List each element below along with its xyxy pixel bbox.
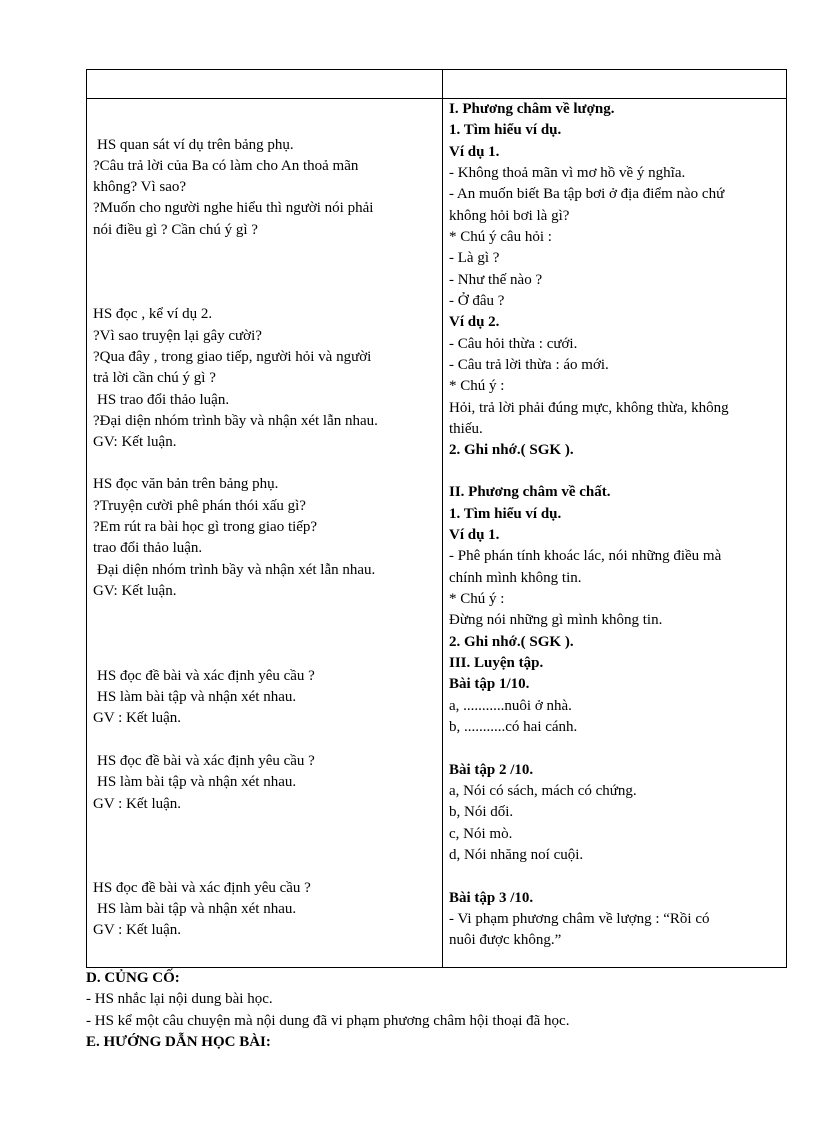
- content-line: * Chú ý câu hỏi :: [449, 229, 552, 245]
- lesson-content: [443, 99, 786, 967]
- activity-line: ?Truyện cười phê phán thói xấu gì?: [93, 498, 306, 514]
- content-line: - Là gì ?: [449, 250, 500, 266]
- activity-line: không? Vì sao?: [93, 179, 187, 195]
- footer-line: D. CỦNG CỐ:: [86, 970, 180, 986]
- activity-line: HS quan sát ví dụ trên bảng phụ.: [97, 137, 294, 153]
- content-line: 1. Tìm hiểu ví dụ.: [449, 506, 562, 522]
- content-cell: [443, 99, 787, 968]
- activity-line: GV: Kết luận.: [93, 434, 177, 450]
- content-line: - An muốn biết Ba tập bơi ở địa điểm nào chứ: [449, 186, 725, 202]
- content-line: Đừng nói những gì mình không tin.: [449, 612, 663, 628]
- content-line: 2. Ghi nhớ.( SGK ).: [449, 634, 574, 650]
- content-line: Ví dụ 1.: [449, 144, 500, 160]
- content-line: chính mình không tin.: [449, 570, 582, 586]
- content-line: không hỏi bơi là gì?: [449, 208, 570, 224]
- content-line: - Câu trả lời thừa : áo mới.: [449, 357, 609, 373]
- activity-line: HS làm bài tập và nhận xét nhau.: [97, 689, 297, 705]
- activity-line: HS đọc , kể ví dụ 2.: [93, 306, 213, 322]
- content-line: nuôi được không.”: [449, 932, 562, 948]
- activity-line: trao đổi thảo luận.: [93, 540, 203, 556]
- activity-line: ?Qua đây , trong giao tiếp, người hỏi và người: [93, 349, 372, 365]
- content-line: 2. Ghi nhớ.( SGK ).: [449, 442, 574, 458]
- activity-line: HS đọc văn bản trên bảng phụ.: [93, 476, 279, 492]
- content-line: Ví dụ 1.: [449, 527, 500, 543]
- content-line: b, Nói dối.: [449, 804, 514, 820]
- content-line: * Chú ý :: [449, 591, 505, 607]
- activity-line: GV: Kết luận.: [93, 583, 177, 599]
- content-line: a, Nói có sách, mách có chứng.: [449, 783, 637, 799]
- activity-line: nói điều gì ? Cần chú ý gì ?: [93, 222, 258, 238]
- content-line: Bài tập 1/10.: [449, 676, 530, 692]
- content-line: II. Phương châm về chất.: [449, 484, 611, 500]
- activity-line: Đại diện nhóm trình bầy và nhận xét lẫn nhau.: [97, 562, 376, 578]
- activity-line: HS đọc đề bài và xác định yêu cầu ?: [97, 668, 315, 684]
- content-line: I. Phương châm về lượng.: [449, 101, 615, 117]
- footer-line: - HS kể một câu chuyện mà nội dung đã vi phạm phương châm hội thoại đã học.: [86, 1013, 570, 1029]
- content-line: d, Nói nhăng noí cuội.: [449, 847, 584, 863]
- content-line: 1. Tìm hiểu ví dụ.: [449, 122, 562, 138]
- table-body-row: [87, 99, 787, 968]
- header-cell-left: [87, 70, 443, 99]
- content-line: - Câu hỏi thừa : cưới.: [449, 336, 578, 352]
- activity-line: HS làm bài tập và nhận xét nhau.: [97, 901, 297, 917]
- table-header-row: [87, 70, 787, 99]
- activity-line: trả lời cần chú ý gì ?: [93, 370, 216, 386]
- content-line: - Phê phán tính khoác lác, nói những điều mà: [449, 548, 722, 564]
- activity-line: ?Em rút ra bài học gì trong giao tiếp?: [93, 519, 318, 535]
- content-line: c, Nói mò.: [449, 826, 513, 842]
- content-line: - Như thế nào ?: [449, 272, 543, 288]
- content-line: Bài tập 3 /10.: [449, 890, 534, 906]
- activity-line: ?Muốn cho người nghe hiểu thì người nói phải: [93, 200, 374, 216]
- content-line: III. Luyện tập.: [449, 655, 544, 671]
- activity-line: HS đọc đề bài và xác định yêu cầu ?: [97, 753, 315, 769]
- footer-line: - HS nhắc lại nội dung bài học.: [86, 991, 273, 1007]
- teacher-student-activities: [87, 99, 442, 967]
- activity-line: GV : Kết luận.: [93, 796, 182, 812]
- activity-line: ?Đại diện nhóm trình bầy và nhận xét lẫn nhau.: [93, 413, 378, 429]
- activity-line: GV : Kết luận.: [93, 922, 182, 938]
- activity-line: GV : Kết luận.: [93, 710, 182, 726]
- content-line: Hỏi, trả lời phải đúng mực, không thừa, không: [449, 400, 729, 416]
- activity-line: ?Vì sao truyện lại gây cười?: [93, 328, 262, 344]
- content-line: Ví dụ 2.: [449, 314, 500, 330]
- content-line: thiếu.: [449, 421, 483, 437]
- lesson-table: [86, 69, 787, 968]
- footer-line: E. HƯỚNG DẪN HỌC BÀI:: [86, 1034, 271, 1050]
- content-line: - Không thoả mãn vì mơ hồ về ý nghĩa.: [449, 165, 686, 181]
- activity-line: ?Câu trả lời của Ba có làm cho An thoả mãn: [93, 158, 359, 174]
- activity-line: HS đọc đề bài và xác định yêu cầu ?: [93, 880, 311, 896]
- content-line: - Vi phạm phương châm về lượng : “Rồi có: [449, 911, 710, 927]
- activities-cell: [87, 99, 443, 968]
- content-line: Bài tập 2 /10.: [449, 762, 534, 778]
- content-line: a, ...........nuôi ở nhà.: [449, 698, 572, 714]
- content-line: - Ở đâu ?: [449, 293, 505, 309]
- activity-line: HS làm bài tập và nhận xét nhau.: [97, 774, 297, 790]
- header-cell-right: [443, 70, 787, 99]
- content-line: b, ...........có hai cánh.: [449, 719, 578, 735]
- activity-line: HS trao đổi thảo luận.: [97, 392, 230, 408]
- content-line: * Chú ý :: [449, 378, 505, 394]
